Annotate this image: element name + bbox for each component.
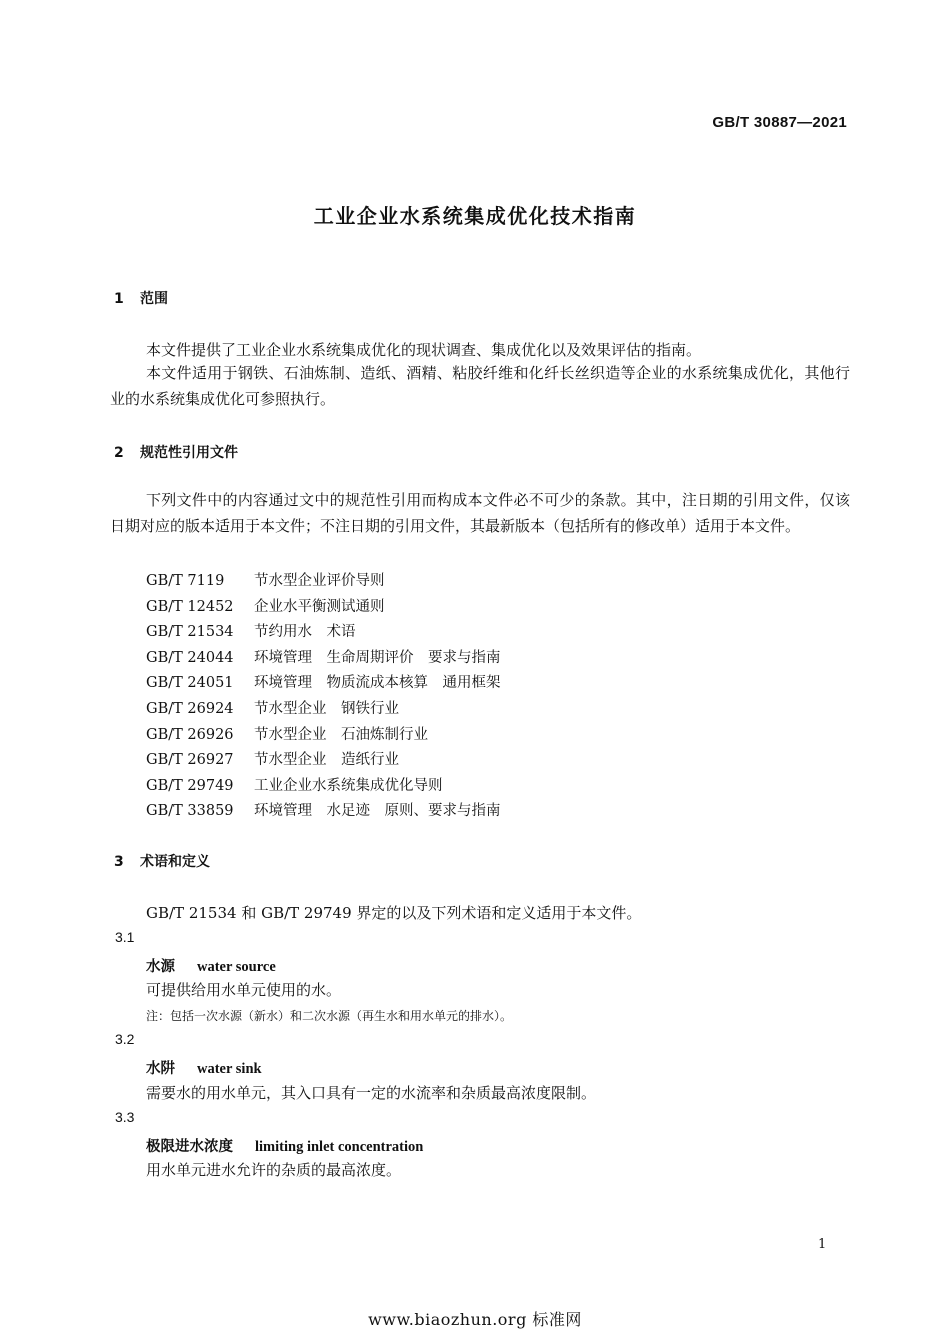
reference-title: 企业水平衡测试通则 [254,599,385,615]
footer-watermark: www.biaozhun.org 标准网 [368,1310,582,1329]
term-english: water source [197,959,276,975]
reference-item [146,671,501,692]
section-3-heading [114,851,210,871]
reference-title: 环境管理 物质流成本核算 通用框架 [254,675,501,691]
section-number: 2 [114,445,124,461]
reference-item [146,723,428,744]
section-number: 3 [114,854,124,870]
reference-item [146,569,385,590]
term-note: 注：包括一次水源（新水）和二次水源（再生水和用水单元的排水）。 [146,1009,513,1023]
reference-code: GB/T 24044 [146,650,234,666]
reference-title: 工业企业水系统集成优化导则 [254,778,443,794]
term-number: 3.3 [115,1109,135,1125]
term-number: 3.2 [115,1031,135,1047]
section-1-paragraph-2: 本文件适用于钢铁、石油炼制、造纸、酒精、粘胶纤维和化纤长丝织造等企业的水系统集成优化，其他行业的水系统集成优化可参照执行。 [110,364,850,408]
term-chinese: 水阱 [146,1061,175,1077]
reference-code: GB/T 26924 [146,701,234,717]
term-heading [146,1057,262,1078]
reference-item [146,595,385,616]
section-2-paragraph: 下列文件中的内容通过文中的规范性引用而构成本文件必不可少的条款。其中，注日期的引用文件，仅该日期对应的版本适用于本文件；不注日期的引用文件，其最新版本（包括所有的修改单）适用于本文件。 [110,491,850,535]
term-english: water sink [197,1061,262,1077]
standard-code: GB/T 30887—2021 [712,114,847,131]
reference-code: GB/T 12452 [146,599,234,615]
term-definition: 可提供给用水单元使用的水。 [146,981,342,999]
reference-item [146,799,501,820]
reference-title: 节水型企业 造纸行业 [254,752,399,768]
reference-item [146,697,399,718]
reference-title: 节水型企业 石油炼制行业 [254,727,428,743]
section-number: 1 [114,291,124,307]
reference-item [146,774,443,795]
term-chinese: 水源 [146,959,175,975]
term-english: limiting inlet concentration [255,1139,424,1155]
section-title: 术语和定义 [140,854,210,870]
section-2-heading [114,442,238,462]
reference-title: 环境管理 生命周期评价 要求与指南 [254,650,501,666]
reference-title: 环境管理 水足迹 原则、要求与指南 [254,803,501,819]
term-definition: 需要水的用水单元，其入口具有一定的水流率和杂质最高浓度限制。 [146,1084,597,1102]
term-heading [146,1135,423,1156]
document-title: 工业企业水系统集成优化技术指南 [313,204,637,228]
term-chinese: 极限进水浓度 [146,1139,233,1155]
reference-item [146,646,501,667]
reference-code: GB/T 7119 [146,573,225,589]
page-number: 1 [818,1237,827,1252]
reference-code: GB/T 21534 [146,624,234,640]
section-title: 范围 [140,291,168,307]
reference-title: 节约用水 术语 [254,624,356,640]
reference-title: 节水型企业评价导则 [254,573,385,589]
reference-code: GB/T 24051 [146,675,234,691]
section-1-heading [114,288,168,308]
reference-item [146,748,399,769]
reference-code: GB/T 26926 [146,727,234,743]
section-title: 规范性引用文件 [140,445,238,461]
section-3-intro: GB/T 21534 和 GB/T 29749 界定的以及下列术语和定义适用于本文件。 [146,904,642,922]
reference-code: GB/T 26927 [146,752,234,768]
reference-code: GB/T 29749 [146,778,234,794]
term-number: 3.1 [115,929,135,945]
reference-title: 节水型企业 钢铁行业 [254,701,399,717]
term-definition: 用水单元进水允许的杂质的最高浓度。 [146,1161,402,1179]
reference-item [146,620,356,641]
term-heading [146,955,276,976]
reference-code: GB/T 33859 [146,803,234,819]
section-1-paragraph-1: 本文件提供了工业企业水系统集成优化的现状调查、集成优化以及效果评估的指南。 [146,341,702,359]
